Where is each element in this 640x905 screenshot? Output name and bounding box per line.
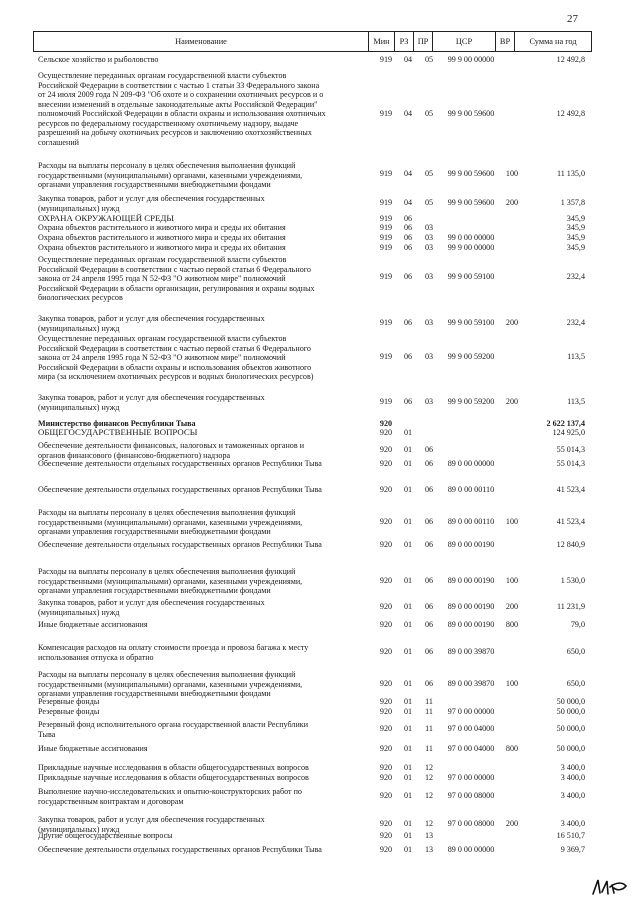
row-min: 920 [379, 576, 393, 585]
row-pr: 06 [424, 602, 434, 611]
row-sum: 3 400,0 [560, 791, 585, 800]
row-rz: 01 [403, 707, 413, 716]
row-name: Иные бюджетные ассигнования [38, 620, 148, 629]
row-csr: 97 0 00 08000 [447, 791, 495, 800]
row-csr: 89 0 00 00190 [447, 620, 495, 629]
column-header-sum: Сумма на год [514, 31, 592, 52]
row-sum: 650,0 [566, 647, 585, 656]
row-min: 920 [379, 763, 393, 772]
row-rz: 01 [403, 773, 413, 782]
row-sum: 124 925,0 [552, 428, 585, 437]
row-pr: 13 [424, 845, 434, 854]
row-pr: 06 [424, 485, 434, 494]
row-min: 920 [379, 517, 393, 526]
row-rz: 06 [403, 272, 413, 281]
row-rz: 01 [403, 540, 413, 549]
row-sum: 41 523,4 [556, 485, 585, 494]
row-min: 919 [379, 352, 393, 361]
column-header-csr: ЦСР [432, 31, 496, 52]
row-name: Расходы на выплаты персоналу в целях обеспечения выполнения функций государственными (муниципальными) органами, казенными учреждениями, органами управления государственными внебюджетными фондами [38, 508, 303, 536]
row-pr: 11 [425, 697, 433, 706]
row-csr: 97 0 00 00000 [447, 773, 495, 782]
row-sum: 9 369,7 [560, 845, 585, 854]
row-pr: 11 [425, 744, 433, 753]
row-rz: 01 [403, 445, 413, 454]
row-csr: 99 9 00 59100 [447, 318, 495, 327]
row-rz: 01 [403, 724, 413, 733]
row-pr: 06 [424, 459, 434, 468]
row-name: Прикладные научные исследования в области общегосударственных вопросов [38, 773, 309, 782]
row-min: 920 [379, 428, 393, 437]
row-min: 920 [379, 540, 393, 549]
row-rz: 06 [403, 243, 413, 252]
row-pr: 12 [424, 791, 434, 800]
row-min: 919 [379, 55, 393, 64]
row-vr: 100 [505, 169, 519, 178]
row-csr: 99 9 00 59600 [447, 169, 495, 178]
column-header-vr: ВР [495, 31, 515, 52]
row-name: Резервные фонды [38, 697, 100, 706]
row-vr: 800 [505, 620, 519, 629]
row-rz: 06 [403, 318, 413, 327]
row-csr: 97 0 00 04000 [447, 744, 495, 753]
row-pr: 11 [425, 724, 433, 733]
row-name: Охрана объектов растительного и животного мира и среды их обитания [38, 243, 286, 252]
row-pr: 12 [424, 819, 434, 828]
row-csr: 97 0 00 00000 [447, 707, 495, 716]
row-pr: 03 [424, 397, 434, 406]
row-name: Другие общегосударственные вопросы [38, 831, 173, 840]
row-min: 920 [379, 485, 393, 494]
row-pr: 06 [424, 517, 434, 526]
row-sum: 11 231,9 [556, 602, 585, 611]
row-vr: 100 [505, 576, 519, 585]
row-csr: 89 0 00 39870 [447, 647, 495, 656]
row-csr: 89 0 00 00190 [447, 540, 495, 549]
row-min: 919 [379, 397, 393, 406]
row-name: ОХРАНА ОКРУЖАЮЩЕЙ СРЕДЫ [38, 213, 175, 223]
row-min: 919 [379, 198, 393, 207]
row-name: Расходы на выплаты персоналу в целях обеспечения выполнения функций государственными (муниципальными) органами, казенными учреждениями, органами управления государственными внебюджетными фондами [38, 161, 303, 189]
row-rz: 04 [403, 55, 413, 64]
row-name: Иные бюджетные ассигнования [38, 744, 148, 753]
row-name: Охрана объектов растительного и животного мира и среды их обитания [38, 233, 286, 242]
row-name: Резервные фонды [38, 707, 100, 716]
row-min: 919 [379, 223, 393, 232]
row-sum: 113,5 [567, 397, 585, 406]
row-rz: 06 [403, 397, 413, 406]
row-name: Обеспечение деятельности отдельных государственных органов Республики Тыва [38, 845, 322, 854]
row-name: Расходы на выплаты персоналу в целях обеспечения выполнения функций государственными (муниципальными) органами, казенными учреждениями, органами управления государственными внебюджетными фондами [38, 670, 303, 698]
row-sum: 12 492,8 [556, 109, 585, 118]
row-csr: 89 0 00 00110 [447, 485, 495, 494]
row-min: 920 [379, 724, 393, 733]
row-min: 920 [379, 697, 393, 706]
row-name: Осуществление переданных органам государственной власти субъектов Российской Федерации в соответствии с частью первой статьи 6 Федерального закона от 24 апреля 1995 года N 52-ФЗ "О животном мире" полномочий Российской Федерации в области охраны и использования объектов животного мира (за исключением охотничьих ресурсов и водных биологических ресурсов) [38, 334, 314, 381]
row-min: 920 [379, 679, 393, 688]
row-rz: 01 [403, 485, 413, 494]
row-pr: 12 [424, 763, 434, 772]
row-min: 920 [379, 831, 393, 840]
row-csr: 99 9 00 00000 [447, 243, 495, 252]
row-sum: 50 000,0 [556, 744, 585, 753]
row-min: 920 [379, 647, 393, 656]
row-vr: 100 [505, 679, 519, 688]
row-rz: 01 [403, 763, 413, 772]
row-csr: 99 9 00 59600 [447, 198, 495, 207]
row-sum: 232,4 [566, 318, 585, 327]
row-rz: 06 [403, 214, 413, 223]
row-csr: 89 0 00 00110 [447, 517, 495, 526]
row-pr: 12 [424, 773, 434, 782]
row-pr: 05 [424, 198, 434, 207]
row-pr: 06 [424, 540, 434, 549]
row-sum: 55 014,3 [556, 445, 585, 454]
row-sum: 41 523,4 [556, 517, 585, 526]
row-name: Министерство финансов Республики Тыва [38, 419, 196, 428]
row-sum: 345,9 [566, 214, 585, 223]
row-name: Осуществление переданных органам государственной власти субъектов Российской Федерации в соответствии с частью 1 статьи 33 Федерального закона от 24 июля 2009 года N 209-ФЗ "Об охоте и о сохранении охотничьих ресурсов и о внесении изменений в отдельные законодательные акты Российской Федерации" полномочий Российской Федерации в области охраны и использования охотничьих ресурсов по федеральному государственному охотничьему надзору, выдаче разрешений на добычу охотничьих ресурсов и заключению охотхозяйственных соглашений [38, 71, 326, 147]
row-rz: 01 [403, 819, 413, 828]
row-sum: 345,9 [566, 223, 585, 232]
row-vr: 200 [505, 318, 519, 327]
row-sum: 12 840,9 [556, 540, 585, 549]
row-pr: 06 [424, 576, 434, 585]
row-pr: 05 [424, 169, 434, 178]
row-rz: 01 [403, 517, 413, 526]
row-pr: 13 [424, 831, 434, 840]
row-sum: 79,0 [570, 620, 585, 629]
row-sum: 50 000,0 [556, 707, 585, 716]
row-name: Закупка товаров, работ и услуг для обеспечения государственных (муниципальных) нужд [38, 598, 265, 617]
row-sum: 50 000,0 [556, 697, 585, 706]
row-name: ОБЩЕГОСУДАРСТВЕННЫЕ ВОПРОСЫ [38, 427, 198, 437]
row-min: 919 [379, 243, 393, 252]
row-sum: 3 400,0 [560, 763, 585, 772]
row-csr: 99 9 00 59600 [447, 109, 495, 118]
column-header-rz: РЗ [394, 31, 414, 52]
row-rz: 04 [403, 198, 413, 207]
row-sum: 1 530,0 [560, 576, 585, 585]
row-csr: 99 0 00 00000 [447, 233, 495, 242]
row-rz: 04 [403, 169, 413, 178]
row-vr: 200 [505, 397, 519, 406]
column-header-min: Мин [368, 31, 395, 52]
column-header-pr: ПР [413, 31, 433, 52]
row-sum: 11 135,0 [556, 169, 585, 178]
row-sum: 3 400,0 [560, 819, 585, 828]
row-name: Резервный фонд исполнительного органа государственной власти Республики Тыва [38, 720, 309, 739]
column-header-name: Наименование [33, 31, 369, 52]
row-min: 920 [379, 773, 393, 782]
row-min: 919 [379, 272, 393, 281]
row-rz: 01 [403, 744, 413, 753]
row-pr: 03 [424, 318, 434, 327]
row-csr: 99 9 00 59200 [447, 397, 495, 406]
row-pr: 03 [424, 272, 434, 281]
row-min: 920 [379, 459, 393, 468]
row-name: Закупка товаров, работ и услуг для обеспечения государственных (муниципальных) нужд [38, 194, 265, 213]
row-rz: 04 [403, 109, 413, 118]
row-min: 919 [379, 109, 393, 118]
row-min: 920 [379, 845, 393, 854]
row-name: Выполнение научно-исследовательских и опытно-конструкторских работ по государственным контрактам и договорам [38, 787, 302, 806]
row-vr: 200 [505, 819, 519, 828]
row-min: 919 [379, 233, 393, 242]
row-rz: 01 [403, 697, 413, 706]
row-pr: 06 [424, 620, 434, 629]
row-rz: 01 [403, 620, 413, 629]
row-vr: 800 [505, 744, 519, 753]
row-name: Обеспечение деятельности отдельных государственных органов Республики Тыва [38, 540, 322, 549]
row-pr: 06 [424, 445, 434, 454]
row-sum: 345,9 [566, 243, 585, 252]
row-min: 920 [379, 419, 393, 428]
row-min: 919 [379, 318, 393, 327]
row-name: Обеспечение деятельности отдельных государственных органов Республики Тыва [38, 459, 322, 468]
row-csr: 89 0 00 00000 [447, 459, 495, 468]
row-rz: 01 [403, 791, 413, 800]
row-vr: 200 [505, 198, 519, 207]
row-sum: 2 622 137,4 [546, 419, 585, 428]
row-pr: 03 [424, 223, 434, 232]
row-pr: 06 [424, 679, 434, 688]
row-sum: 55 014,3 [556, 459, 585, 468]
row-min: 919 [379, 214, 393, 223]
row-pr: 03 [424, 233, 434, 242]
row-sum: 16 510,7 [556, 831, 585, 840]
row-name: Обеспечение деятельности финансовых, налоговых и таможенных органов и органов финансового (финансово-бюджетного) надзора [38, 441, 305, 460]
row-min: 920 [379, 819, 393, 828]
handwritten-signature [590, 876, 630, 898]
row-sum: 3 400,0 [560, 773, 585, 782]
row-pr: 05 [424, 109, 434, 118]
row-sum: 345,9 [566, 233, 585, 242]
row-rz: 01 [403, 576, 413, 585]
row-name: Осуществление переданных органам государственной власти субъектов Российской Федерации в соответствии с частью первой статьи 6 Федерального закона от 24 апреля 1995 года N 52-ФЗ "О животном мире" полномочий Российской Федерации в области организации, регулирования и охраны водных биологических ресурсов [38, 255, 315, 302]
row-pr: 05 [424, 55, 434, 64]
row-pr: 03 [424, 243, 434, 252]
row-csr: 97 0 00 08000 [447, 819, 495, 828]
row-name: Охрана объектов растительного и животного мира и среды их обитания [38, 223, 286, 232]
row-pr: 11 [425, 707, 433, 716]
row-csr: 89 0 00 00190 [447, 602, 495, 611]
row-name: Обеспечение деятельности отдельных государственных органов Республики Тыва [38, 485, 322, 494]
row-csr: 99 9 00 59100 [447, 272, 495, 281]
row-csr: 99 9 00 00000 [447, 55, 495, 64]
row-min: 920 [379, 744, 393, 753]
row-rz: 01 [403, 679, 413, 688]
row-name: Компенсация расходов на оплату стоимости проезда и провоза багажа к месту использования отпуска и обратно [38, 643, 309, 662]
row-vr: 100 [505, 517, 519, 526]
row-rz: 01 [403, 428, 413, 437]
page-number: 27 [567, 13, 578, 25]
row-name: Закупка товаров, работ и услуг для обеспечения государственных (муниципальных) нужд [38, 815, 265, 834]
row-vr: 200 [505, 602, 519, 611]
row-csr: 89 0 00 00000 [447, 845, 495, 854]
row-name: Сельское хозяйство и рыболовство [38, 55, 159, 64]
row-min: 920 [379, 620, 393, 629]
row-sum: 113,5 [567, 352, 585, 361]
row-csr: 89 0 00 00190 [447, 576, 495, 585]
row-rz: 06 [403, 223, 413, 232]
row-rz: 01 [403, 831, 413, 840]
row-csr: 99 9 00 59200 [447, 352, 495, 361]
row-min: 920 [379, 791, 393, 800]
row-rz: 06 [403, 352, 413, 361]
row-name: Закупка товаров, работ и услуг для обеспечения государственных (муниципальных) нужд [38, 393, 265, 412]
row-sum: 650,0 [566, 679, 585, 688]
row-name: Расходы на выплаты персоналу в целях обеспечения выполнения функций государственными (муниципальными) органами, казенными учреждениями, органами управления государственными внебюджетными фондами [38, 567, 303, 595]
row-rz: 01 [403, 602, 413, 611]
row-csr: 97 0 00 04000 [447, 724, 495, 733]
row-min: 920 [379, 602, 393, 611]
row-sum: 1 357,8 [560, 198, 585, 207]
row-pr: 06 [424, 647, 434, 656]
row-sum: 12 492,8 [556, 55, 585, 64]
row-pr: 03 [424, 352, 434, 361]
row-name: Закупка товаров, работ и услуг для обеспечения государственных (муниципальных) нужд [38, 314, 265, 333]
row-name: Прикладные научные исследования в области общегосударственных вопросов [38, 763, 309, 772]
row-rz: 01 [403, 647, 413, 656]
row-csr: 89 0 00 39870 [447, 679, 495, 688]
row-rz: 01 [403, 459, 413, 468]
row-rz: 06 [403, 233, 413, 242]
row-min: 920 [379, 707, 393, 716]
row-sum: 50 000,0 [556, 724, 585, 733]
row-min: 919 [379, 169, 393, 178]
row-min: 920 [379, 445, 393, 454]
row-sum: 232,4 [566, 272, 585, 281]
row-rz: 01 [403, 845, 413, 854]
